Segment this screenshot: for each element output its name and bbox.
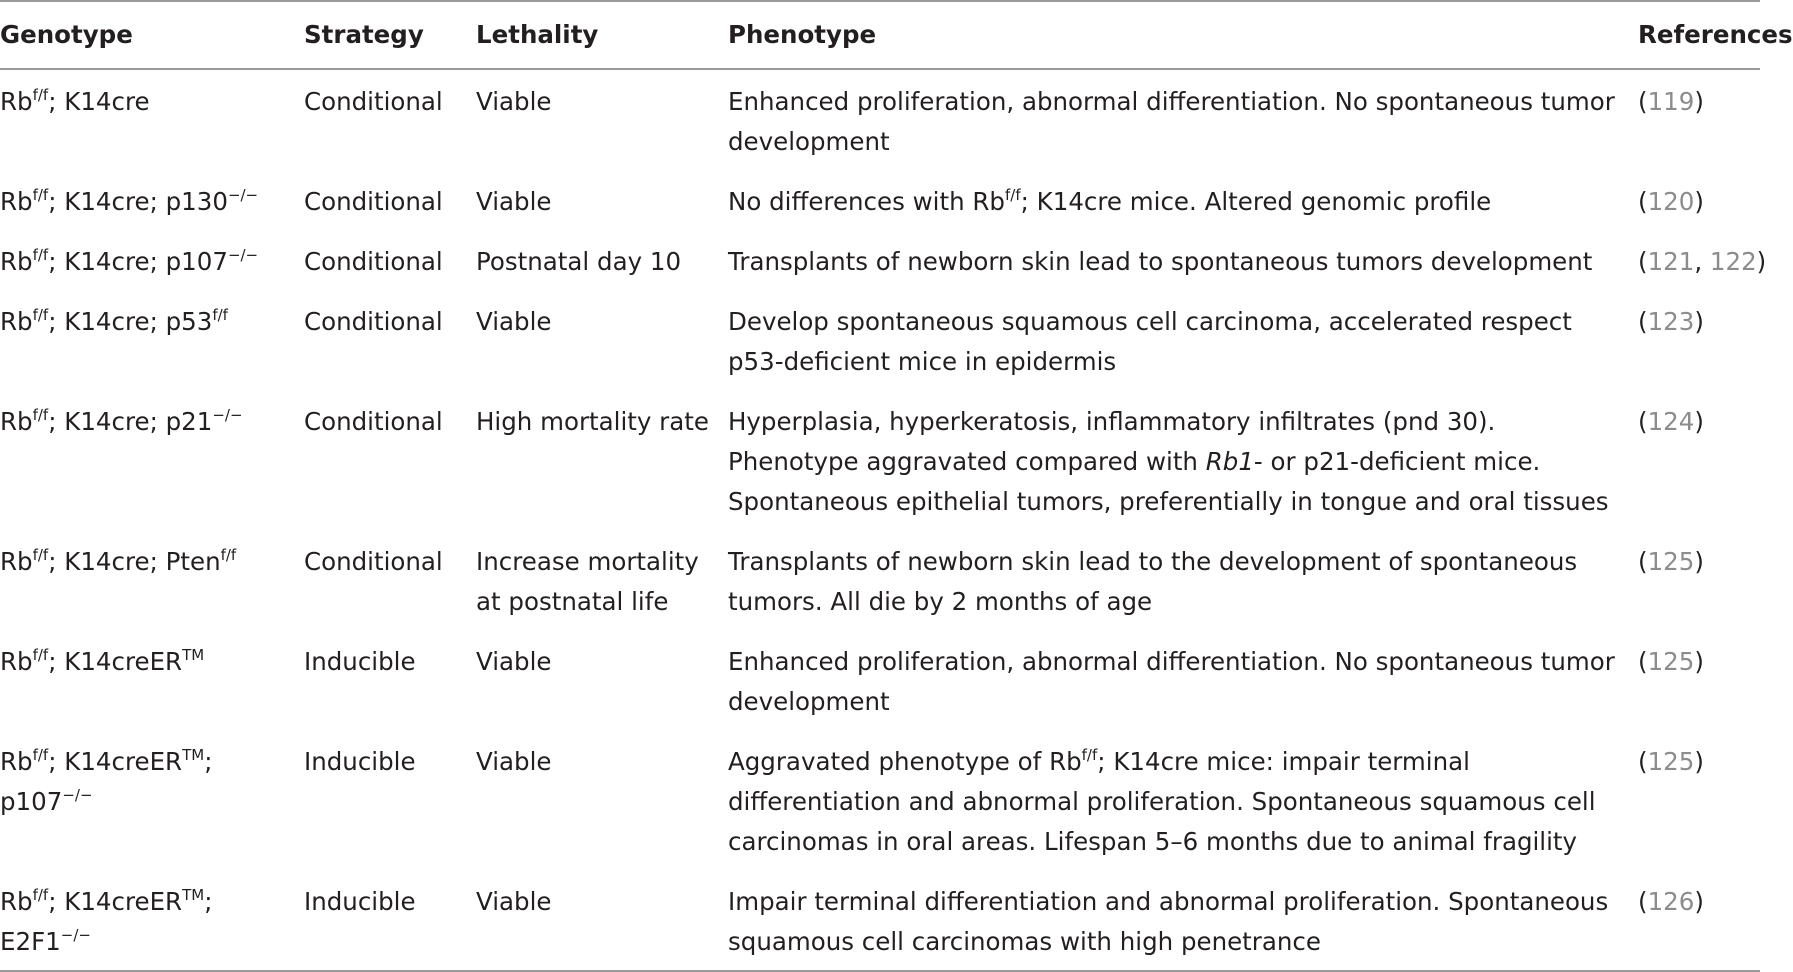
genotype-cell: $Rb^{f/f}$; K14cre; Pten$^{f/f}$ [0, 546, 237, 576]
lethality-cell: Viable [476, 187, 552, 216]
reference-cell: (123) [1638, 307, 1704, 336]
phenotype-cell: Hyperplasia, hyperkeratosis, inflammatory infiltrates (pnd 30). Phenotype aggravated compared with Rb1- or p21-deficient mice. Spontaneous epithelial tumors, preferentially in tongue and oral tissues [728, 407, 1609, 516]
reference-cell: (119) [1638, 87, 1704, 116]
strategy-cell: Conditional [304, 407, 443, 436]
table-row [0, 230, 1760, 290]
strategy-cell: Inducible [304, 747, 416, 776]
reference-link[interactable]: 123 [1647, 307, 1695, 336]
phenotype-cell: Impair terminal differentiation and abnormal proliferation. Spontaneous squamous cell carcinomas with high penetrance [728, 887, 1609, 956]
phenotype-cell: Develop spontaneous squamous cell carcinoma, accelerated respect p53-deficient mice in epidermis [728, 307, 1572, 376]
genotype-cell: $Rb^{f/f}$; K14creER™ [0, 646, 205, 676]
phenotype-cell: Transplants of newborn skin lead to the development of spontaneous tumors. All die by 2 months of age [728, 547, 1578, 616]
reference-link[interactable]: 126 [1647, 887, 1695, 916]
lethality-cell: Viable [476, 887, 552, 916]
lethality-cell: Viable [476, 307, 552, 336]
table-row [0, 290, 1760, 390]
header-phenotype: Phenotype [728, 20, 877, 49]
reference-cell: (125) [1638, 547, 1704, 576]
lethality-cell: Increase mortality at postnatal life [476, 547, 699, 616]
header-lethality: Lethality [476, 20, 599, 49]
strategy-cell: Conditional [304, 187, 443, 216]
strategy-cell: Conditional [304, 87, 443, 116]
header-genotype: Genotype [0, 20, 133, 49]
reference-cell: (124) [1638, 407, 1704, 436]
phenotype-cell: No differences with $Rb^{f/f}$; K14cre mice. Altered genomic profile [728, 186, 1492, 216]
strategy-cell: Inducible [304, 647, 416, 676]
lethality-cell: Postnatal day 10 [476, 247, 682, 276]
genotype-cell: $Rb^{f/f}$; K14creER™; p107−/− [0, 746, 213, 816]
table-row [0, 69, 1760, 170]
header-strategy: Strategy [304, 20, 424, 49]
table-row [0, 630, 1760, 730]
table-row [0, 730, 1760, 870]
genotype-cell: $Rb^{f/f}$; K14cre; p130−/− [0, 186, 259, 216]
genotype-cell: $Rb^{f/f}$; K14cre; p107−/− [0, 246, 259, 276]
reference-link[interactable]: 125 [1647, 547, 1695, 576]
genotype-cell: $Rb^{f/f}$; K14cre; $p53^{f/f}$ [0, 306, 228, 336]
reference-link[interactable]: 125 [1647, 747, 1695, 776]
genotype-cell: $Rb^{f/f}$; K14cre [0, 86, 150, 116]
reference-link[interactable]: 119 [1647, 87, 1695, 116]
phenotype-cell: Enhanced proliferation, abnormal differentiation. No spontaneous tumor development [728, 647, 1615, 716]
reference-link[interactable]: 124 [1647, 407, 1695, 436]
reference-link[interactable]: 125 [1647, 647, 1695, 676]
lethality-cell: Viable [476, 87, 552, 116]
strategy-cell: Conditional [304, 547, 443, 576]
table-row [0, 870, 1760, 971]
reference-cell: (125) [1638, 647, 1704, 676]
reference-link[interactable]: 121 [1647, 247, 1695, 276]
header-references: References [1638, 20, 1793, 49]
reference-link[interactable]: 120 [1647, 187, 1695, 216]
reference-cell: (126) [1638, 887, 1704, 916]
lethality-cell: High mortality rate [476, 407, 709, 436]
genotype-cell: $Rb^{f/f}$; K14creER™; E2F1−/− [0, 886, 213, 956]
table-row [0, 390, 1760, 530]
strategy-cell: Conditional [304, 307, 443, 336]
reference-cell: (120) [1638, 187, 1704, 216]
lethality-cell: Viable [476, 647, 552, 676]
phenotype-cell: Transplants of newborn skin lead to spontaneous tumors development [728, 247, 1593, 276]
reference-link[interactable]: 122 [1709, 247, 1757, 276]
table-header-row [0, 1, 1760, 69]
strategy-cell: Conditional [304, 247, 443, 276]
genotype-cell: $Rb^{f/f}$; K14cre; p21−/− [0, 406, 243, 436]
phenotype-cell: Aggravated phenotype of $Rb^{f/f}$; K14cre mice: impair terminal differentiation and abnormal proliferation. Spontaneous squamous cell carcinomas in oral areas. Lifespan 5–6 months due to animal fragility [728, 746, 1596, 856]
phenotype-cell: Enhanced proliferation, abnormal differentiation. No spontaneous tumor development [728, 87, 1615, 156]
table-row [0, 170, 1760, 230]
reference-cell: (125) [1638, 747, 1704, 776]
strategy-cell: Inducible [304, 887, 416, 916]
reference-cell: (121, 122) [1638, 247, 1767, 276]
table-row [0, 530, 1760, 630]
lethality-cell: Viable [476, 747, 552, 776]
